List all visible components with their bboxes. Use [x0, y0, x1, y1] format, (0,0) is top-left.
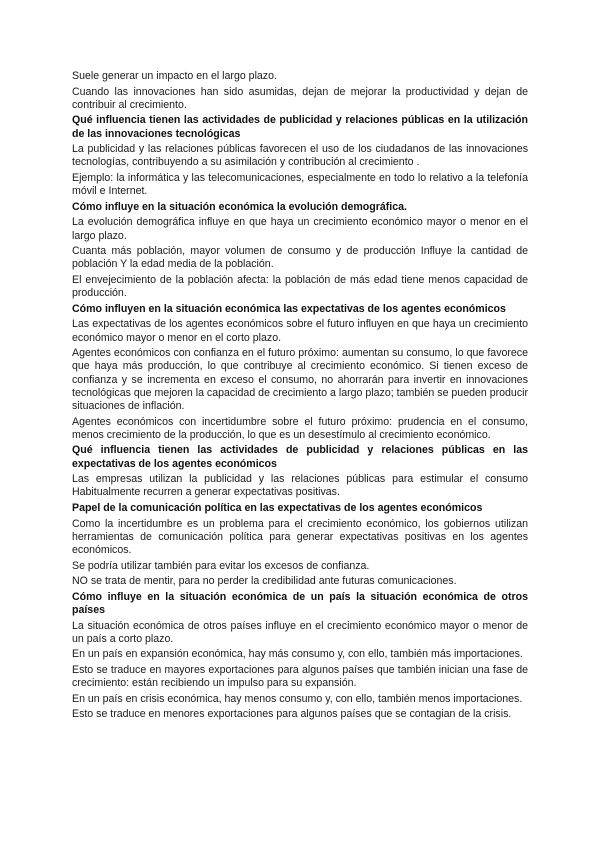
paragraph-envejecimiento: El envejecimiento de la población afecta: la población de más edad tiene menos capacidad de producción.	[72, 273, 528, 300]
paragraph-cuanta-mas-poblacion: Cuanta más población, mayor volumen de consumo y de producción Influye la cantidad de población Y la edad media de la población.	[72, 245, 528, 271]
paragraph-innovaciones-asumidas: Cuando las innovaciones han sido asumidas, dejan de mejorar la productividad y dejan de contribuir al crecimiento.	[72, 85, 528, 111]
heading-publicidad-innovaciones: Qué influencia tienen las actividades de publicidad y relaciones públicas en la utilización de las innovaciones tecnológicas	[72, 114, 528, 140]
document-page	[72, 70, 528, 724]
paragraph-pais-expansion: En un país en expansión económica, hay más consumo y, con ello, también más importaciones.	[72, 648, 523, 661]
heading-otros-paises: Cómo influye en la situación económica de un país la situación económica de otros países	[72, 590, 528, 616]
paragraph-gobiernos-comunicacion: Como la incertidumbre es un problema para el crecimiento económico, los gobiernos utilizan herramientas de comunicación política para generar expectativas positivas en los agentes económicos.	[72, 517, 528, 556]
paragraph-impacto-largo-plazo: Suele generar un impacto en el largo plazo.	[72, 70, 277, 82]
paragraph-situacion-otros-paises: La situación económica de otros países influye en el crecimiento económico mayor o menor de un país a corto plazo.	[72, 619, 528, 645]
heading-comunicacion-politica: Papel de la comunicación política en las expectativas de los agentes económicos	[72, 501, 483, 514]
paragraph-no-mentir: NO se trata de mentir, para no perder la credibilidad ante futuras comunicaciones.	[72, 575, 457, 588]
paragraph-excesos-confianza: Se podría utilizar también para evitar los excesos de confianza.	[72, 559, 370, 572]
paragraph-evolucion-demografica: La evolución demográfica influye en que haya un crecimiento económico mayor o menor en el largo plazo.	[72, 216, 528, 242]
paragraph-agentes-confianza: Agentes económicos con confianza en el futuro próximo: aumentan su consumo, lo que favorece que haya más producción, lo que contribuye al crecimiento económico. Si tienen exceso de confianza y se incrementa en exceso el consumo, no ahorrarán para invertir en innovaciones tecnológicas que mejoren la capacidad de crecimiento a largo plazo; también se pueden producir situaciones de inflación.	[72, 347, 528, 412]
heading-publicidad-expectativas: Qué influencia tienen las actividades de publicidad y relaciones públicas en las expectativas de los agentes económicos	[72, 444, 528, 470]
paragraph-agentes-incertidumbre: Agentes económicos con incertidumbre sobre el futuro próximo: prudencia en el consumo, menos crecimiento de la producción, lo que es un desestímulo al crecimiento económico.	[72, 415, 528, 441]
paragraph-mayores-exportaciones: Esto se traduce en mayores exportaciones para algunos países que también inician una fase de crecimiento: están recibiendo un impulso para su expansión.	[72, 663, 528, 690]
paragraph-menores-exportaciones: Esto se traduce en menores exportaciones para algunos países que se contagian de la crisis.	[72, 708, 512, 721]
paragraph-pais-crisis: En un país en crisis económica, hay menos consumo y, con ello, también menos importaciones.	[72, 692, 523, 705]
paragraph-publicidad-favorece-uso: La publicidad y las relaciones públicas favorecen el uso de los ciudadanos de las innovaciones tecnologías, contribuyendo a su asimilación y contribución al crecimiento .	[72, 143, 528, 169]
heading-evolucion-demografica: Cómo influye en la situación económica la evolución demográfica.	[72, 200, 407, 213]
paragraph-expectativas-futuro: Las expectativas de los agentes económicos sobre el futuro influyen en que haya un crecimiento económico mayor o menor en el corto plazo.	[72, 318, 528, 344]
heading-expectativas-agentes: Cómo influyen en la situación económica las expectativas de los agentes económicos	[72, 302, 506, 315]
paragraph-ejemplo-telecomunicaciones: Ejemplo: la informática y las telecomunicaciones, especialmente en todo lo relativo a la telefonía móvil e Internet.	[72, 171, 528, 198]
paragraph-empresas-publicidad: Las empresas utilizan la publicidad y las relaciones públicas para estimular el consumo Habitualmente recurren a generar expectativas positivas.	[72, 473, 528, 499]
